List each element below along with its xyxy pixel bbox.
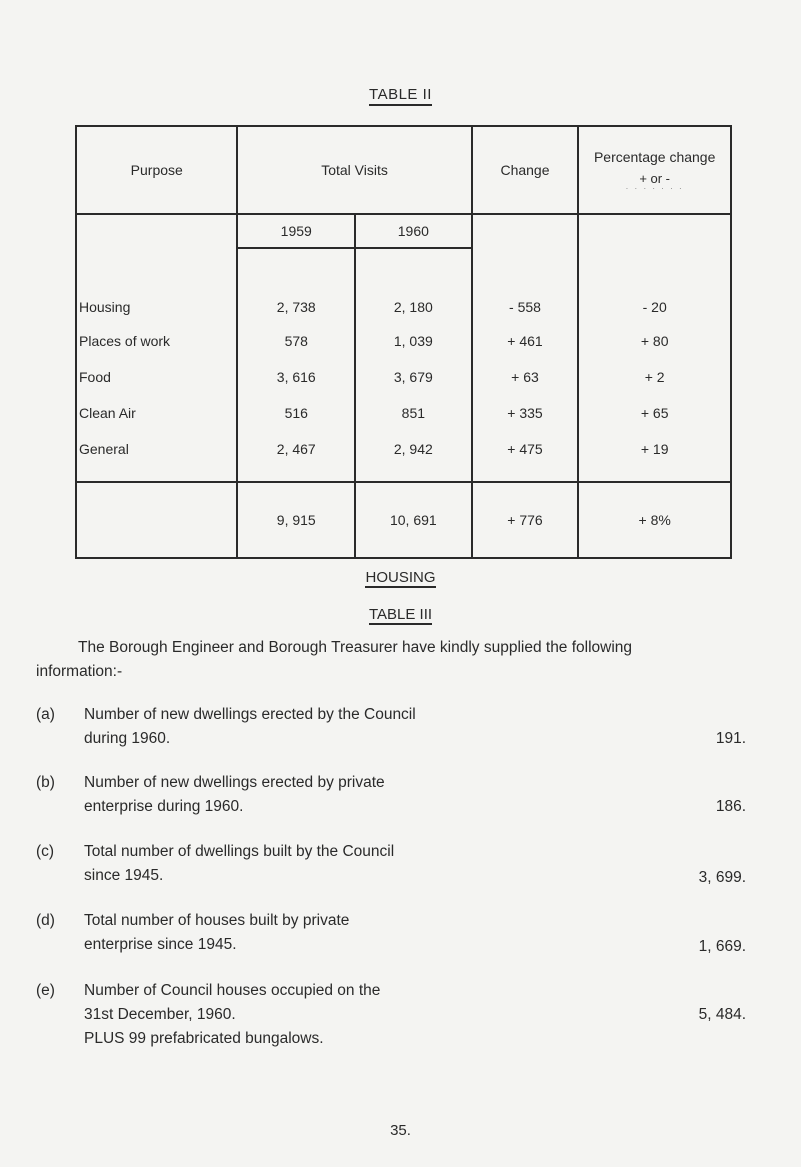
total-1959: 9, 915 — [237, 482, 355, 558]
header-purpose: Purpose — [76, 126, 237, 214]
item-value: 3, 699. — [698, 869, 746, 886]
item-label: (d) — [36, 912, 55, 929]
row-purpose: Food — [76, 359, 237, 395]
row-pct: + 65 — [578, 395, 731, 431]
table-row — [76, 395, 731, 431]
row-change: + 335 — [472, 395, 579, 431]
header-percentage — [578, 126, 731, 214]
item-value: 186. — [715, 798, 746, 815]
item-line: during 1960. — [84, 730, 171, 747]
header-percentage-label: Percentage change — [593, 148, 716, 165]
item-line: enterprise since 1945. — [84, 936, 237, 953]
row-1960: 3, 679 — [355, 359, 472, 395]
table-row — [76, 359, 731, 395]
header-total-visits: Total Visits — [237, 126, 471, 214]
year-1959: 1959 — [237, 214, 355, 248]
row-change: - 558 — [472, 248, 579, 323]
total-pct: + 8% — [578, 482, 731, 558]
year-1960: 1960 — [355, 214, 472, 248]
page-number: 35. — [390, 1122, 411, 1139]
row-1960: 1, 039 — [355, 323, 472, 359]
row-1959: 3, 616 — [237, 359, 355, 395]
row-pct: - 20 — [578, 248, 731, 323]
item-line: Number of new dwellings erected by the Council — [84, 706, 416, 723]
item-line: 31st December, 1960. — [84, 1006, 236, 1023]
header-change: Change — [472, 126, 579, 214]
visits-table — [75, 125, 732, 559]
item-line: PLUS 99 prefabricated bungalows. — [84, 1030, 324, 1047]
intro-line-2: information:- — [36, 663, 123, 680]
table-iii-title: TABLE III — [368, 606, 433, 623]
table-header-row — [76, 126, 731, 214]
table-row — [76, 248, 731, 323]
header-percentage-sub: + or - — [639, 170, 671, 186]
total-1960: 10, 691 — [355, 482, 472, 558]
total-change: + 776 — [472, 482, 579, 558]
row-pct: + 2 — [578, 359, 731, 395]
item-label: (a) — [36, 706, 55, 723]
table-row — [76, 323, 731, 359]
row-1960: 851 — [355, 395, 472, 431]
item-value: 1, 669. — [698, 938, 746, 955]
item-value: 5, 484. — [698, 1006, 746, 1023]
table-ii-title: TABLE II — [0, 86, 801, 103]
table-row — [76, 431, 731, 482]
item-label: (e) — [36, 982, 55, 999]
intro-paragraph — [36, 636, 736, 684]
intro-line-1: The Borough Engineer and Borough Treasurer have kindly supplied the following — [78, 639, 633, 656]
row-1960: 2, 180 — [355, 248, 472, 323]
years-row — [76, 214, 731, 248]
row-1959: 578 — [237, 323, 355, 359]
item-label: (b) — [36, 774, 55, 791]
row-purpose: Clean Air — [76, 395, 237, 431]
item-line: Total number of houses built by private — [84, 912, 350, 929]
row-change: + 63 — [472, 359, 579, 395]
row-purpose: Housing — [76, 248, 237, 323]
dotted-rule: · · · · · · · — [625, 183, 684, 193]
row-purpose: Places of work — [76, 323, 237, 359]
row-1959: 2, 467 — [237, 431, 355, 482]
item-line: Total number of dwellings built by the Council — [84, 843, 395, 860]
row-purpose: General — [76, 431, 237, 482]
row-pct: + 19 — [578, 431, 731, 482]
row-1959: 2, 738 — [237, 248, 355, 323]
item-label: (c) — [36, 843, 55, 860]
item-line: since 1945. — [84, 867, 164, 884]
item-line: enterprise during 1960. — [84, 798, 244, 815]
row-1960: 2, 942 — [355, 431, 472, 482]
total-row — [76, 482, 731, 558]
housing-heading: HOUSING — [365, 569, 436, 586]
row-change: + 475 — [472, 431, 579, 482]
row-change: + 461 — [472, 323, 579, 359]
row-1959: 516 — [237, 395, 355, 431]
item-line: Number of new dwellings erected by private — [84, 774, 385, 791]
row-pct: + 80 — [578, 323, 731, 359]
item-value: 191. — [715, 730, 746, 747]
item-line: Number of Council houses occupied on the — [84, 982, 381, 999]
